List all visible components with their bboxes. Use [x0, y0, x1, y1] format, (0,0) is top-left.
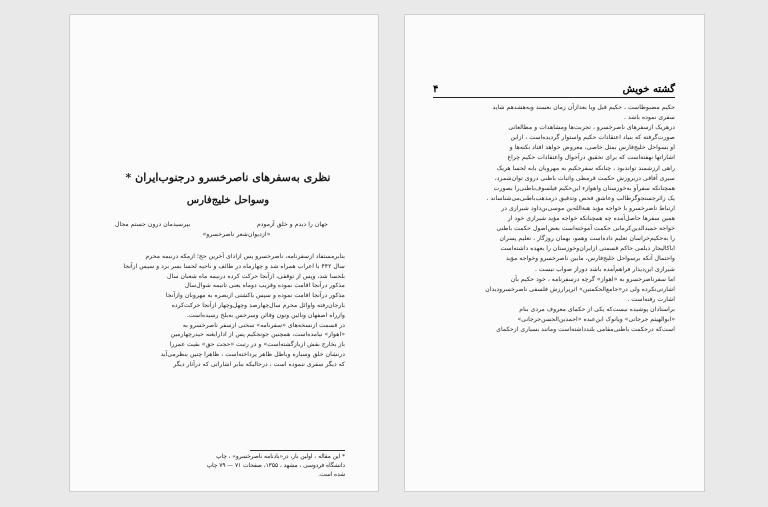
- text-line: اشارتی‌نکرده ولی در«جامع‌الحکمتین» اثرپرارزش فلسفی ناصرخسرودیدان: [485, 285, 675, 293]
- text-line: را به‌حکیم‌خراسان تعلیم داده‌است وهمو، بهمان روزگار ، تعلیم پسران: [499, 235, 675, 243]
- page-left: [69, 14, 379, 492]
- footnote-line: شده است.: [318, 472, 345, 478]
- left-body-text: [102, 252, 345, 370]
- text-line: اباکالیجار دیلمی حاکم قسمتی ازایران‌وخوزستان را بعهده داشته‌است: [500, 245, 675, 253]
- epigraph-verse: [115, 220, 328, 240]
- text-line: اشاراتها نهفته‌است که برای تحقیق درآحوال واعتقادات حکیم چراغ: [507, 154, 675, 162]
- text-line: صورت‌گرفته که بنیاد اعتقادات حکیم واستوار گردیده‌است ، ازاین: [510, 134, 675, 142]
- footnote: [115, 453, 345, 480]
- text-line: درهریک ازسفرهای ناصرخسرو ، تجربت‌ها ومشاهدات و مطالعاتی: [508, 124, 675, 132]
- text-line: اشارت رفته‌است .: [627, 295, 675, 303]
- text-line: باز بخارج بقش ازبازگشته‌است» و در رتبت «حجت حق» بقیت عمررا: [169, 341, 345, 349]
- verse-row: [115, 220, 328, 230]
- footnote-divider: [250, 450, 345, 451]
- text-line: شیرازی این‌دیدار فراهم‌آمده باشد دوراز صواب نیست .: [535, 265, 675, 273]
- text-line: حکیم مضبوطاست ، حکیم قبل ویا بعدازآن زمان بعسند ویه‌هشدهم شاید: [492, 104, 675, 111]
- text-line: «اهواز» نیامده‌است، همچنین جونجکیم پس از ادارابغنه حیدرچهارمین: [170, 331, 345, 339]
- article-title: نظری به‌سفرهای ناصرخسرو درجنوب‌ایران *: [125, 171, 331, 184]
- text-line: ارتباط ناصرخسرو با خواجه مؤید هبةالله‌بن موسی‌بن‌داود شیرازی در: [501, 204, 675, 212]
- text-line: سال ۴۴۲ با اعراب همراه شد و چهارماه در طائف و ناحیه لحسا بسر برد و سپس ازآنجا: [123, 262, 345, 270]
- text-line: همین سفرها حاصل‌آمده چه همچنانکه خواجه مؤید شیرازی خود از: [507, 215, 675, 223]
- text-line: راهی ارزشمند تواندبود ، چنانکه سفرحکیم به مهروبان بابه لحسا هریک: [496, 164, 675, 172]
- page-number: ۴: [433, 84, 439, 95]
- text-line: همچنانکه سفرآو به‌خوزستان واهوازء این‌حکیم فیلسوف‌باطنی‌را بصورت: [493, 184, 675, 192]
- verse-hemistich-right: جهان را دیدم و خلق آزمودم: [256, 221, 328, 228]
- verse-attribution: «ازدیوان‌شعر ناصرخسرو»: [202, 231, 271, 238]
- text-line: «ابوالهیثم جرجانی» ویانوک ابن‌عبده «احمدبن‌الحسن‌جرجانی»: [517, 315, 675, 323]
- text-line: واحتمال آنکه برسواحل خلیج‌فارس، مابین ناصرخسرو وخواجه مؤید: [505, 255, 675, 263]
- text-line: براستادان پوشیده نیست‌که یکی از حکمای معروف مردی بنام: [519, 305, 675, 313]
- text-line: است‌که درحکمت باطنی‌مقامی بلند‌داشته‌است ومانند بسیاری ازحکمای: [496, 326, 675, 334]
- header-divider: [433, 97, 675, 98]
- text-line: که دیگر سفری ننموده است ، درحالیکه بنابر اشاراتی که درآثار دیگر: [173, 360, 345, 368]
- footnote-line: * این مقاله ، اولین بار، در«یادنامه ناصرخسرو» ، چاپ: [215, 454, 345, 460]
- article-subtitle: وسواحل خلیج‌فارس: [186, 195, 270, 206]
- text-line: سفری نموده باشد .: [624, 114, 675, 122]
- page-right: [404, 14, 705, 492]
- text-line: بارجان‌رفته واوائل محرم سال‌چهارصد وچهل‌وچهار ازآنجا حرکت‌کرده: [171, 301, 345, 309]
- footnote-line: دانشگاه فردوسی ، مشهد ، ۱۳۵۵، صفحات ۷۱ — ۷۹ چاپ: [206, 463, 345, 469]
- text-line: بنابرمستفاد ازسفرنامه، ناصرخسرو پس ازادای آخرین حج؛ ازمکه درنیمه محرم: [145, 253, 345, 260]
- text-line: یک زائرجستجوگرطالب وعاشق فحص وتدقیق درمذهب‌باطنی‌می‌شناساند .: [486, 194, 675, 202]
- text-line: مذکور درآنجا اقامت نموده وقریب دوماه یعنی تانیمه شوال‌سال: [184, 282, 345, 290]
- text-line: در قسمت ازنسخه‌های «سفرنامه» سخنی ازسفر ناصرخسرو به: [182, 321, 345, 329]
- text-line: بلحسا شد، وپس از توقفی، ازآنجا حرکت کرده درنیمه ماه شعبان سال: [166, 272, 345, 280]
- text-line: سیری آفاقی دربرورش حکمت قرمطی واثبات باطنی دروی توان‌شمرد،: [494, 174, 675, 182]
- verse-hemistich-left: بپرسیدمان درون جستم مجال: [115, 221, 191, 228]
- right-body-text: [435, 103, 675, 335]
- text-line: او بسواحل خلیج‌فارس بمثل خاصی، معروض خواهد افتاد نکته‌ها و: [509, 144, 675, 152]
- running-head-title: گشته خویش: [622, 84, 675, 95]
- text-line: اما سفرناصرخسرو به «اهواز» گرچه درسفرنامه ، خود حکیم بآن: [510, 275, 675, 283]
- text-line: خواجه حمیدالدین‌کرمانی حکمت آموخته‌است بعض‌اصول حکمت باطنی: [496, 225, 675, 233]
- text-line: درنشان خلق وسباره وباطل ظاهر پرداخته‌است ، ظاهرا چنین بنظرمی‌آید: [160, 350, 345, 358]
- text-line: مذکور درآنجا اقامت نموده و سپس باکشتی ازبصره به مهروبان وازآنجا: [165, 292, 345, 300]
- text-line: وازراه اصفهان ونائین وتون وقائن وسرخس به‌بلخ رسیده‌است.: [187, 311, 345, 319]
- running-header: [433, 78, 675, 95]
